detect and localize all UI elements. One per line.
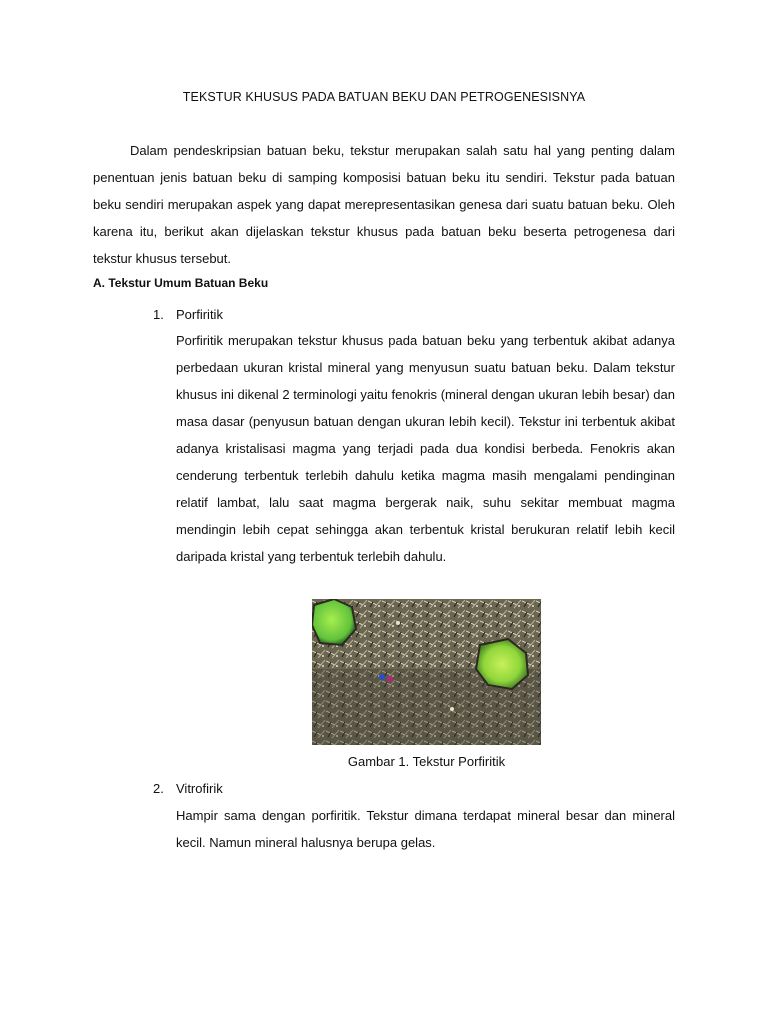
item-number-1: 1. [153, 307, 164, 322]
micrograph-image [312, 599, 541, 745]
item-title-porfiritik: Porfiritik [176, 307, 223, 322]
figure-caption: Gambar 1. Tekstur Porfiritik [347, 754, 506, 769]
item-body-porfiritik: Porfiritik merupakan tekstur khusus pada batuan beku yang terbentuk akibat adanya perbedaan ukuran kristal mineral yang menyusun suatu batuan beku. Dalam tekstur khusus ini dikenal 2 terminologi yaitu fenokris (mineral dengan ukuran lebih besar) dan masa dasar (penyusun batuan dengan ukuran lebih kecil). Tekstur ini terbentuk akibat adanya kristalisasi magma yang terjadi pada dua kondisi berbeda. Fenokris akan cenderung terbentuk terlebih dahulu ketika magma masih mengalami pendinginan relatif lambat, lalu saat magma bergerak naik, suhu sekitar membuat magma mendingin lebih cepat sehingga akan terbentuk kristal berukuran relatif lebih kecil daripada kristal yang terbentuk terlebih dahulu. [176, 333, 675, 564]
intro-paragraph: Dalam pendeskripsian batuan beku, tekstur merupakan salah satu hal yang penting dalam penentuan jenis batuan beku di samping komposisi batuan beku itu sendiri. Tekstur pada batuan beku sendiri merupakan aspek yang dapat merepresentasikan genesa dari suatu batuan beku. Oleh karena itu, berikut akan dijelaskan tekstur khusus pada batuan beku beserta petrogenesa dari tekstur khusus tersebut. [93, 143, 675, 266]
item-title-vitrofirik: Vitrofirik [176, 781, 223, 796]
porphyritic-texture-micrograph [312, 599, 541, 745]
item-number-2: 2. [153, 781, 164, 796]
document-title: TEKSTUR KHUSUS PADA BATUAN BEKU DAN PETROGENESISNYA [182, 90, 586, 104]
item-body-vitrofirik: Hampir sama dengan porfiritik. Tekstur dimana terdapat mineral besar dan mineral kecil. Namun mineral halusnya berupa gelas. [176, 808, 675, 850]
section-heading-a: A. Tekstur Umum Batuan Beku [93, 276, 269, 290]
